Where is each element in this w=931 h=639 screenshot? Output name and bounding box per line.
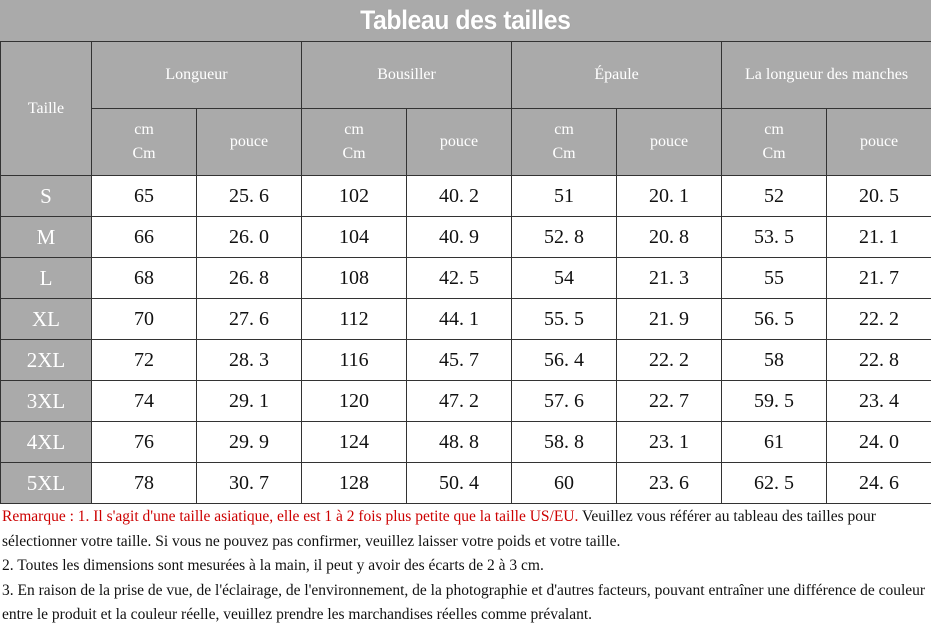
remark-continuation: Veuillez vous référer au tableau des tailles pour sélectionner votre taille. Si vous ne pouvez pas confirmer, veuillez laisser votre poids et votre taille.: [2, 508, 876, 550]
unit-cm-label-alt: Cm: [552, 145, 576, 162]
measurement-cell: 50. 4: [407, 463, 512, 504]
measurement-cell: 54: [512, 258, 617, 299]
measurement-cell: 120: [302, 381, 407, 422]
measurement-cell: 20. 8: [617, 217, 722, 258]
measurement-cell: 24. 0: [827, 422, 931, 463]
note-remark: [2, 505, 927, 554]
title-bar: [0, 0, 931, 42]
table-row: [1, 258, 931, 299]
measurement-cell: 22. 2: [617, 340, 722, 381]
measurement-cell: 58: [722, 340, 827, 381]
header-group-bust: Bousiller: [302, 42, 512, 109]
measurement-cell: 21. 9: [617, 299, 722, 340]
measurement-cell: 70: [92, 299, 197, 340]
size-label-cell: 3XL: [1, 381, 92, 422]
measurement-cell: 20. 1: [617, 176, 722, 217]
measurement-cell: 108: [302, 258, 407, 299]
header-group-sleeve: La longueur des manches: [722, 42, 931, 109]
size-label-cell: 5XL: [1, 463, 92, 504]
unit-cm-label: cm: [134, 121, 154, 138]
unit-cm-label: cm: [764, 121, 784, 138]
size-table: [0, 41, 931, 504]
measurement-cell: 124: [302, 422, 407, 463]
size-table-body: [1, 176, 931, 504]
table-row: [1, 381, 931, 422]
unit-cm-header: [302, 109, 407, 176]
measurement-cell: 47. 2: [407, 381, 512, 422]
unit-cm-label: cm: [344, 121, 364, 138]
size-label-cell: 2XL: [1, 340, 92, 381]
table-row: [1, 299, 931, 340]
measurement-cell: 27. 6: [197, 299, 302, 340]
notes: [2, 505, 927, 628]
measurement-cell: 40. 9: [407, 217, 512, 258]
measurement-cell: 72: [92, 340, 197, 381]
table-row: [1, 176, 931, 217]
measurement-cell: 29. 9: [197, 422, 302, 463]
measurement-cell: 60: [512, 463, 617, 504]
measurement-cell: 22. 2: [827, 299, 931, 340]
measurement-cell: 78: [92, 463, 197, 504]
measurement-cell: 59. 5: [722, 381, 827, 422]
measurement-cell: 23. 1: [617, 422, 722, 463]
measurement-cell: 52: [722, 176, 827, 217]
unit-inch-header: pouce: [827, 109, 931, 176]
measurement-cell: 44. 1: [407, 299, 512, 340]
unit-cm-label-alt: Cm: [342, 145, 366, 162]
measurement-cell: 128: [302, 463, 407, 504]
measurement-cell: 28. 3: [197, 340, 302, 381]
unit-cm-label: cm: [554, 121, 574, 138]
measurement-cell: 52. 8: [512, 217, 617, 258]
size-label-cell: L: [1, 258, 92, 299]
measurement-cell: 58. 8: [512, 422, 617, 463]
measurement-cell: 48. 8: [407, 422, 512, 463]
measurement-cell: 55: [722, 258, 827, 299]
header-size: Taille: [1, 42, 92, 176]
measurement-cell: 26. 0: [197, 217, 302, 258]
header-group-length: Longueur: [92, 42, 302, 109]
measurement-cell: 23. 6: [617, 463, 722, 504]
remark-warning: Remarque : 1. Il s'agit d'une taille asiatique, elle est 1 à 2 fois plus petite que la taille US/EU.: [2, 508, 579, 525]
table-row: [1, 340, 931, 381]
unit-cm-label-alt: Cm: [132, 145, 156, 162]
measurement-cell: 21. 3: [617, 258, 722, 299]
unit-cm-label-alt: Cm: [762, 145, 786, 162]
measurement-cell: 74: [92, 381, 197, 422]
measurement-cell: 56. 4: [512, 340, 617, 381]
measurement-cell: 76: [92, 422, 197, 463]
measurement-cell: 53. 5: [722, 217, 827, 258]
measurement-cell: 26. 8: [197, 258, 302, 299]
measurement-cell: 21. 1: [827, 217, 931, 258]
measurement-cell: 112: [302, 299, 407, 340]
measurement-cell: 66: [92, 217, 197, 258]
note-2: 2. Toutes les dimensions sont mesurées à la main, il peut y avoir des écarts de 2 à 3 cm.: [2, 557, 544, 574]
measurement-cell: 22. 7: [617, 381, 722, 422]
measurement-cell: 56. 5: [722, 299, 827, 340]
measurement-cell: 23. 4: [827, 381, 931, 422]
unit-inch-header: pouce: [617, 109, 722, 176]
measurement-cell: 51: [512, 176, 617, 217]
unit-cm-header: [512, 109, 617, 176]
measurement-cell: 25. 6: [197, 176, 302, 217]
measurement-cell: 61: [722, 422, 827, 463]
unit-inch-header: pouce: [407, 109, 512, 176]
measurement-cell: 24. 6: [827, 463, 931, 504]
measurement-cell: 45. 7: [407, 340, 512, 381]
measurement-cell: 22. 8: [827, 340, 931, 381]
measurement-cell: 55. 5: [512, 299, 617, 340]
measurement-cell: 102: [302, 176, 407, 217]
measurement-cell: 65: [92, 176, 197, 217]
table-row: [1, 422, 931, 463]
unit-header-row: [1, 109, 931, 176]
measurement-cell: 62. 5: [722, 463, 827, 504]
unit-cm-header: [92, 109, 197, 176]
measurement-cell: 104: [302, 217, 407, 258]
note-3: 3. En raison de la prise de vue, de l'éclairage, de l'environnement, de la photographie et d'autres facteurs, pouvant entraîner une différence de couleur entre le produit et la couleur réelle, veuillez prendre les marchandises réelles comme prévalant.: [2, 581, 926, 623]
unit-cm-header: [722, 109, 827, 176]
measurement-cell: 42. 5: [407, 258, 512, 299]
table-row: [1, 463, 931, 504]
table-row: [1, 217, 931, 258]
measurement-cell: 40. 2: [407, 176, 512, 217]
measurement-cell: 20. 5: [827, 176, 931, 217]
size-label-cell: S: [1, 176, 92, 217]
measurement-cell: 30. 7: [197, 463, 302, 504]
measurement-cell: 29. 1: [197, 381, 302, 422]
unit-inch-header: pouce: [197, 109, 302, 176]
measurement-cell: 57. 6: [512, 381, 617, 422]
size-label-cell: M: [1, 217, 92, 258]
size-label-cell: 4XL: [1, 422, 92, 463]
size-label-cell: XL: [1, 299, 92, 340]
header-group-shoulder: Épaule: [512, 42, 722, 109]
measurement-cell: 68: [92, 258, 197, 299]
page-title: Tableau des tailles: [360, 5, 571, 35]
measurement-cell: 116: [302, 340, 407, 381]
measurement-cell: 21. 7: [827, 258, 931, 299]
